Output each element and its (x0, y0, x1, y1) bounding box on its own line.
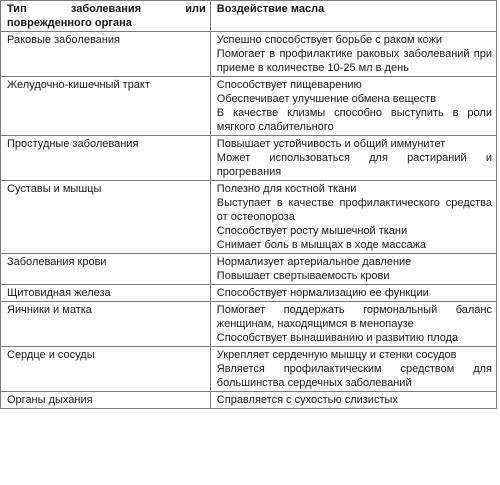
header-word-or: или (185, 3, 206, 15)
row-effects-cell (210, 392, 496, 409)
row-effects-cell (210, 254, 496, 285)
effect-line: Выступает в качестве профилактического средства от остеопороза (216, 197, 492, 223)
row-type-cell: Щитовидная железа (1, 285, 211, 302)
effect-line: Полезно для костной ткани (216, 183, 357, 195)
table-row (1, 254, 497, 285)
effect-line: Помогает поддержать гормональный баланс женщинам, находящимся в менопаузе (216, 304, 492, 330)
row-type-cell: Суставы и мышцы (1, 181, 211, 254)
table-row (1, 285, 497, 302)
effect-line: Способствует росту мышечной ткани (216, 225, 408, 237)
row-effects-cell (210, 347, 496, 392)
table-row (1, 136, 497, 181)
effect-line: Способствует вынашиванию и развитию плода (216, 332, 459, 344)
header-disease-type-line1 (7, 2, 206, 16)
effect-line: Обеспечивает улучшение обмена веществ (216, 93, 437, 105)
table-row (1, 347, 497, 392)
row-type-cell: Простудные заболевания (1, 136, 211, 181)
effect-line: Повышает устойчивость и общий иммунитет (216, 138, 446, 150)
row-effects-cell (210, 136, 496, 181)
effect-line: Нормализует артериальное давление (216, 256, 412, 268)
row-effects-cell (210, 285, 496, 302)
table-row (1, 32, 497, 77)
effect-line: Помогает в профилактике раковых заболеваний при приеме в количестве 10-25 мл в день (216, 48, 492, 74)
row-effects-cell (210, 181, 496, 254)
effect-line: Способствует пищеварению (216, 79, 362, 91)
row-type-cell: Раковые заболевания (1, 32, 211, 77)
header-oil-effect: Воздействие масла (210, 1, 496, 32)
effect-line: Может использоваться для растираний и прогревания (216, 152, 492, 178)
header-word-type: Тип (7, 3, 27, 15)
effect-line: Снимает боль в мышцах в ходе массажа (216, 239, 427, 251)
effect-line: Укрепляет сердечную мышцу и стенки сосудов (216, 349, 457, 361)
header-disease-type-line2: поврежденного органа (7, 17, 132, 29)
row-type-cell: Желудочно-кишечный тракт (1, 77, 211, 136)
row-type-cell: Органы дыхания (1, 392, 211, 409)
row-effects-cell (210, 32, 496, 77)
header-disease-type (1, 1, 211, 32)
table-row (1, 181, 497, 254)
row-effects-cell (210, 302, 496, 347)
table-header-row (1, 1, 497, 32)
effect-line: Повышает свертываемость крови (216, 270, 390, 282)
table-row (1, 392, 497, 409)
row-type-cell: Сердце и сосуды (1, 347, 211, 392)
effect-line: Способствует нормализацию ее функции (216, 287, 429, 299)
table-row (1, 302, 497, 347)
effect-line: Успешно способствует борьбе с раком кожи (216, 34, 443, 46)
table-row (1, 77, 497, 136)
row-type-cell: Яичники и матка (1, 302, 211, 347)
header-word-disease: заболевания (70, 3, 142, 15)
row-type-cell: Заболевания крови (1, 254, 211, 285)
row-effects-cell (210, 77, 496, 136)
effect-line: Справляется с сухостью слизистых (216, 394, 398, 406)
effect-line: В качестве клизмы способно выступить в роли мягкого слабительного (216, 107, 492, 133)
effect-line: Является профилактическим средством для большинства сердечных заболеваний (216, 363, 492, 389)
